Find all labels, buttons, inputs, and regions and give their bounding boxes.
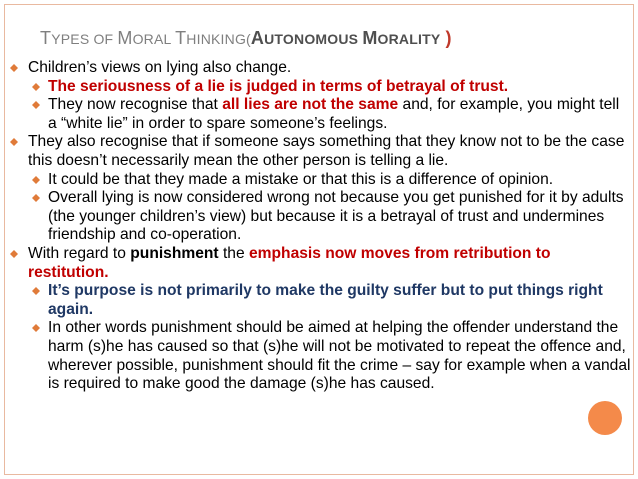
orange-circle-decoration bbox=[588, 401, 622, 435]
bullet-item: They also recognise that if someone says something that they know not to be the case this doesn’t necessarily mean the other person is telling a lie. bbox=[8, 133, 632, 170]
sub-bullet-item: The seriousness of a lie is judged in terms of betrayal of trust. bbox=[8, 78, 632, 97]
diamond-bullet-icon bbox=[10, 138, 18, 146]
bullet-item: With regard to punishment the emphasis now moves from retribution to restitution. bbox=[8, 245, 632, 282]
diamond-bullet-icon bbox=[32, 324, 40, 332]
diamond-bullet-icon bbox=[10, 250, 18, 258]
diamond-bullet-icon bbox=[32, 83, 40, 91]
diamond-bullet-icon bbox=[10, 64, 18, 72]
slide-title: TYPES OF MORAL THINKING(AUTONOMOUS MORALITY ) bbox=[40, 28, 452, 48]
bullet-item: Children’s views on lying also change. bbox=[8, 59, 632, 78]
diamond-bullet-icon bbox=[32, 194, 40, 202]
sub-bullet-item: It’s purpose is not primarily to make the guilty suffer but to put things right again. bbox=[8, 282, 632, 319]
diamond-bullet-icon bbox=[32, 101, 40, 109]
slide-content bbox=[8, 59, 632, 394]
diamond-bullet-icon bbox=[32, 176, 40, 184]
sub-bullet-item: They now recognise that all lies are not the same and, for example, you might tell a “white lie” in order to spare someone’s feelings. bbox=[8, 96, 632, 133]
diamond-bullet-icon bbox=[32, 287, 40, 295]
sub-bullet-item: In other words punishment should be aimed at helping the offender understand the harm (s)he has caused so that (s)he will not be motivated to repeat the offence and, wherever possible, punishment should fit the crime – say for example when a vandal is required to make good the damage (s)he has caused. bbox=[8, 319, 632, 393]
sub-bullet-item: Overall lying is now considered wrong not because you get punished for it by adults (the younger children’s view) but because it is a betrayal of trust and undermines friendship and co-operation. bbox=[8, 189, 632, 245]
sub-bullet-item: It could be that they made a mistake or that this is a difference of opinion. bbox=[8, 171, 632, 190]
